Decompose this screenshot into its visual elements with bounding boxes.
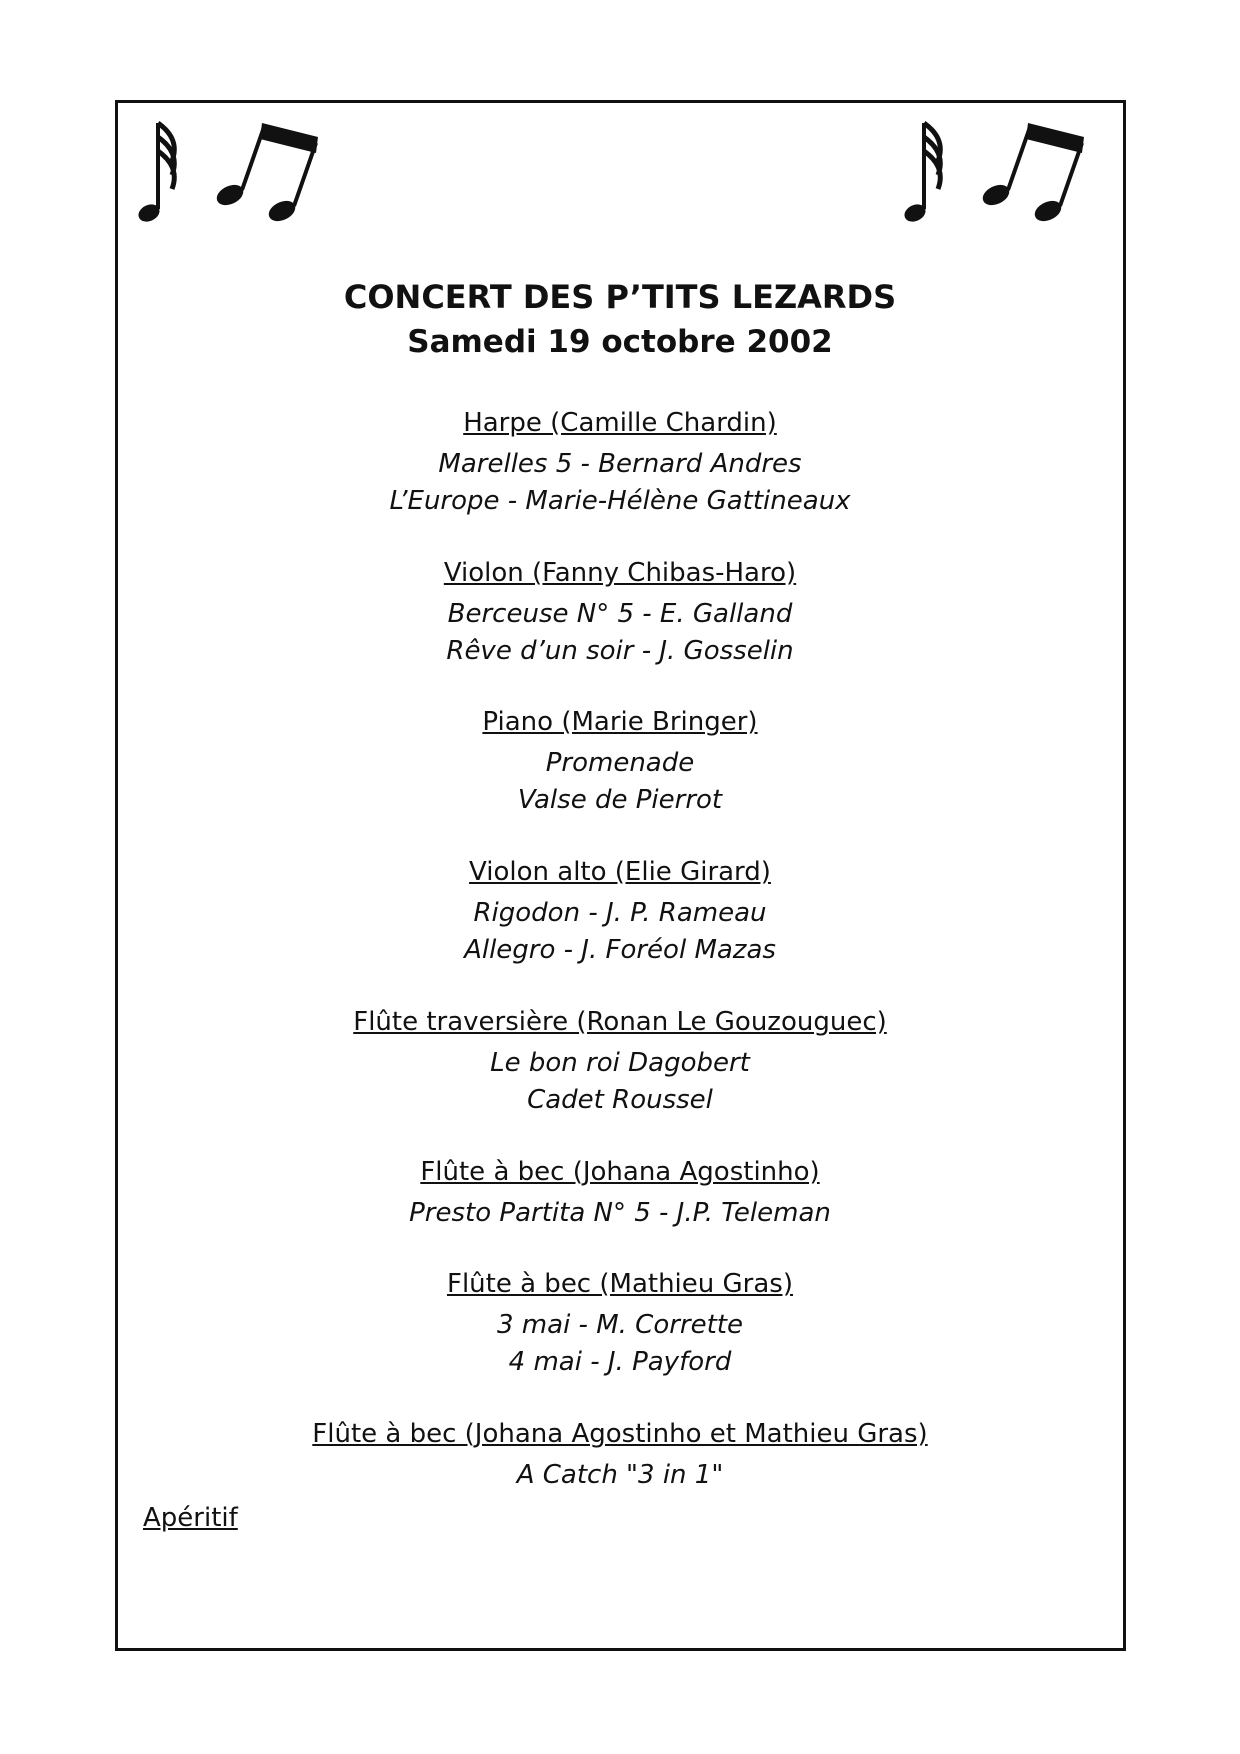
instrument-heading: Piano (Marie Bringer) (482, 707, 758, 737)
program-section (0, 705, 1240, 819)
piece-title: Berceuse N° 5 - E. Galland (447, 599, 793, 629)
instrument-heading: Harpe (Camille Chardin) (463, 408, 777, 438)
music-notes-icon (132, 115, 327, 230)
program-section (0, 1155, 1240, 1232)
instrument-heading: Flûte à bec (Johana Agostinho et Mathieu Gras) (312, 1419, 928, 1449)
instrument-heading: Violon (Fanny Chibas-Haro) (443, 558, 797, 588)
program-section (0, 855, 1240, 969)
piece-title: 3 mai - M. Corrette (497, 1310, 743, 1340)
instrument-heading: Flûte à bec (Mathieu Gras) (447, 1269, 793, 1299)
piece-title: Cadet Roussel (527, 1085, 713, 1115)
piece-title: Rêve d’un soir - J. Gosselin (446, 636, 794, 666)
concert-title: CONCERT DES P’TITS LEZARDS (343, 278, 897, 316)
piece-title: L’Europe - Marie-Hélène Gattineaux (389, 486, 851, 516)
piece-title: Promenade (545, 748, 695, 778)
program-section (0, 1005, 1240, 1119)
piece-title: Presto Partita N° 5 - J.P. Teleman (409, 1198, 831, 1228)
piece-title: Rigodon - J. P. Rameau (473, 898, 767, 928)
program-section (0, 1417, 1240, 1494)
instrument-heading: Flûte traversière (Ronan Le Gouzouguec) (353, 1007, 887, 1037)
concert-date: Samedi 19 octobre 2002 (407, 324, 833, 360)
piece-title: 4 mai - J. Payford (508, 1347, 732, 1377)
program-section (0, 1267, 1240, 1381)
program-section (0, 406, 1240, 520)
piece-title: Allegro - J. Foréol Mazas (464, 935, 776, 965)
piece-title: Le bon roi Dagobert (490, 1048, 750, 1078)
piece-title: Valse de Pierrot (517, 785, 723, 815)
instrument-heading: Flûte à bec (Johana Agostinho) (420, 1157, 820, 1187)
piece-title: A Catch "3 in 1" (516, 1460, 724, 1490)
instrument-heading: Violon alto (Elie Girard) (469, 857, 771, 887)
piece-title: Marelles 5 - Bernard Andres (438, 449, 802, 479)
aperitif-label: Apéritif (143, 1503, 238, 1533)
music-notes-icon (898, 115, 1093, 230)
program-section (0, 556, 1240, 670)
